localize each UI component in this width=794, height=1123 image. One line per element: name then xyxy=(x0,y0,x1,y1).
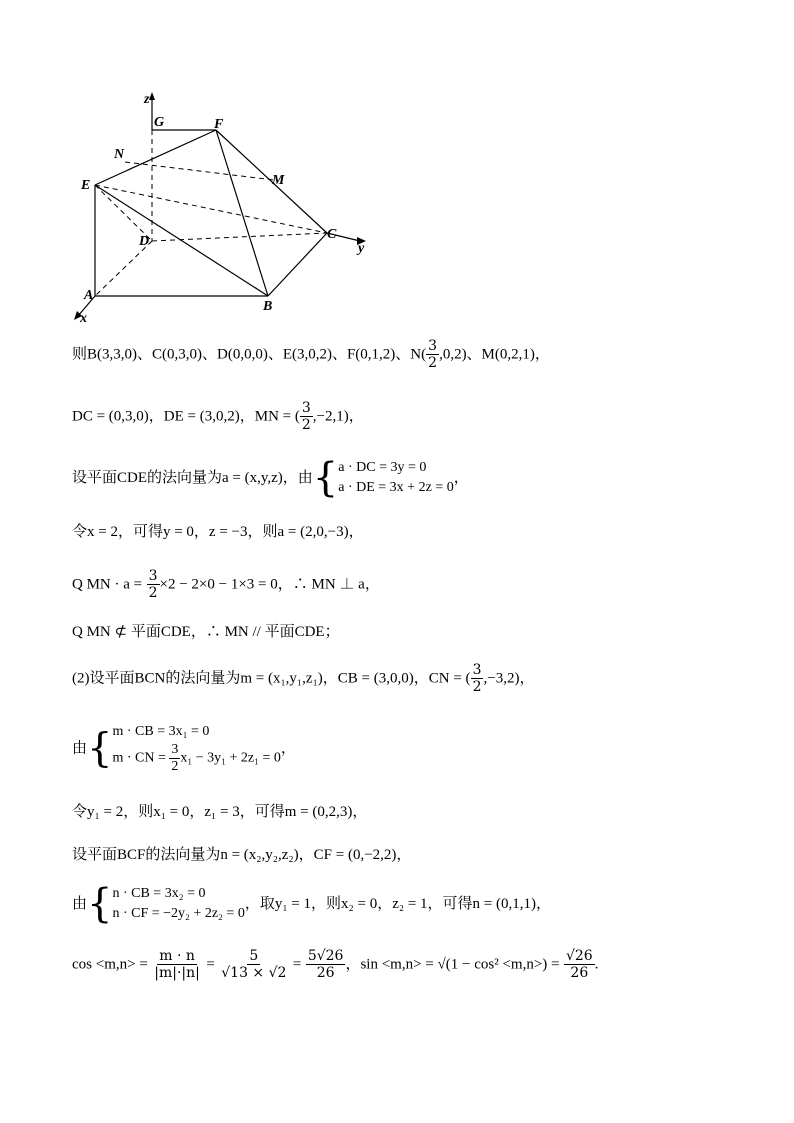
label-C: C xyxy=(327,227,337,242)
normal-bcf-line: 设平面BCF的法向量为n = (x₂,y₂,z₂)，CF = (0,−2,2)， xyxy=(72,847,412,863)
equation-system: n · CB = 3x₂ = 0 n · CF = −2y₂ + 2z₂ = 0 xyxy=(112,886,245,921)
label-E: E xyxy=(81,178,91,193)
parallel-line: Q MN ⊄ 平面CDE，∴ MN // 平面CDE； xyxy=(72,624,340,640)
label-z: z xyxy=(144,92,150,107)
system-m-line: 由{ m · CB = 3x₁ = 0 m · CN = $\frac{3}{2}$ x₁ − 3y₁ + 2z₁ = 0 ， xyxy=(72,724,296,774)
angle-line: cos <m,n> = $\frac{m \cdot n}{|m|\cdot|n|}$ = $\frac{5}{√13 \times √2}$ = $\frac{5√26}{26}$ ，sin <m,n> = √(1 − cos² <m,n>) = $\frac{√26}{26}$ . xyxy=(72,948,599,981)
frac: $\frac{3}{2}$ xyxy=(148,568,158,601)
cube-figure xyxy=(60,88,390,328)
frac: $\frac{5√26}{26}$ xyxy=(307,948,344,981)
solve-a-line: 令x = 2，可得y = 0，z = −3，则a = (2,0,−3)， xyxy=(72,524,364,540)
frac: $\frac{3}{2}$ xyxy=(171,742,179,774)
system-n-line: 由{ n · CB = 3x₂ = 0 n · CF = −2y₂ + 2z₂ = 0 ，取y₁ = 1，则x₂ = 0，z₂ = 1，可得n = (0,1,1)， xyxy=(72,881,551,927)
label-F: F xyxy=(214,117,224,132)
frac: $\frac{3}{2}$ xyxy=(428,338,438,371)
equation-system: a · DC = 3y = 0 a · DE = 3x + 2z = 0 xyxy=(338,460,454,495)
label-A: A xyxy=(84,288,94,303)
frac: $\frac{5}{√13 \times √2}$ xyxy=(221,948,287,981)
label-M: M xyxy=(272,173,285,188)
frac: $\frac{3}{2}$ xyxy=(301,400,311,433)
label-N: N xyxy=(114,147,125,162)
label-G: G xyxy=(154,115,165,130)
frac: $\frac{3}{2}$ xyxy=(472,662,482,695)
frac: $\frac{m \cdot n}{|m|\cdot|n|}$ xyxy=(154,948,200,981)
label-D: D xyxy=(139,234,150,249)
coords-line: 则B(3,3,0)、C(0,3,0)、D(0,0,0)、E(3,0,2)、F(0,1,2)、N( $\frac{3}{2}$ ,0,2)、M(0,2,1)， xyxy=(72,338,550,371)
vectors-line: DC = (0,3,0)，DE = (3,0,2)，MN = ( $\frac{3}{2}$ ,−2,1)， xyxy=(72,400,364,433)
label-B: B xyxy=(263,299,273,314)
solve-m-line: 令y₁ = 2，则x₁ = 0，z₁ = 3，可得m = (0,2,3)， xyxy=(72,804,368,820)
label-x: x xyxy=(80,311,87,326)
normal-cde-line: 设平面CDE的法向量为a = (x,y,z)，由{ a · DC = 3y = 0 a · DE = 3x + 2z = 0 ， xyxy=(72,455,469,501)
label-y: y xyxy=(358,241,365,256)
frac: $\frac{√26}{26}$ xyxy=(565,948,593,981)
dot-product-line: Q MN · a = $\frac{3}{2}$ ×2 − 2×0 − 1×3 = 0，∴ MN ⊥ a， xyxy=(72,568,380,601)
equation-system: m · CB = 3x₁ = 0 m · CN = $\frac{3}{2}$ x₁ − 3y₁ + 2z₁ = 0 xyxy=(112,724,281,774)
normal-bcn-line: (2)设平面BCN的法向量为m = (x₁,y₁,z₁)，CB = (3,0,0)，CN = ( $\frac{3}{2}$ ,−3,2)， xyxy=(72,662,535,695)
